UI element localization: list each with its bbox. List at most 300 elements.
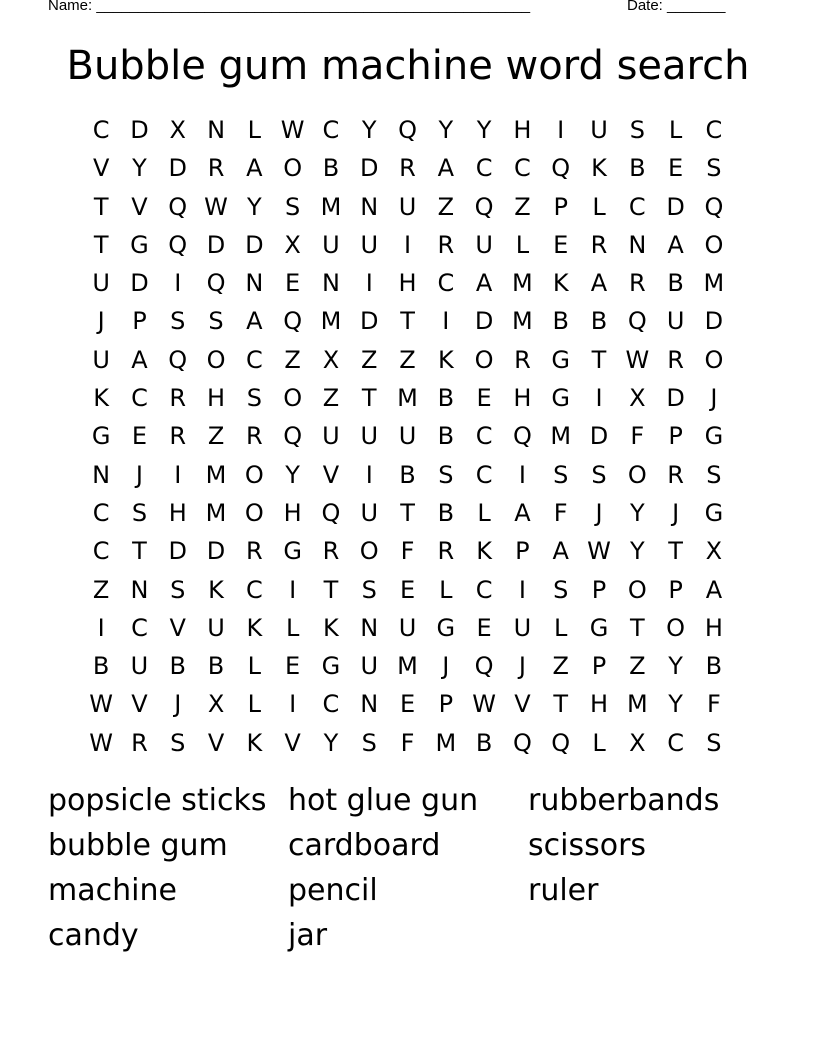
grid-letter: H <box>168 498 187 527</box>
grid-letter: Z <box>322 384 340 413</box>
grid-letter: D <box>206 230 226 259</box>
word-list-item: cardboard <box>288 828 441 863</box>
grid-letter: P <box>668 422 683 451</box>
grid-letter: G <box>551 345 571 374</box>
grid-letter: L <box>515 230 530 259</box>
grid-letter: X <box>705 537 723 566</box>
grid-letter: O <box>627 575 647 604</box>
grid-letter: Y <box>285 460 300 489</box>
grid-letter: H <box>283 498 302 527</box>
grid-letter: B <box>437 384 455 413</box>
grid-letter: M <box>205 460 227 489</box>
grid-letter: X <box>169 116 186 144</box>
grid-letter: K <box>552 269 569 298</box>
grid-letter: T <box>400 307 415 336</box>
grid-letter: L <box>247 116 262 144</box>
grid-letter: R <box>169 384 187 413</box>
grid-letter: N <box>207 116 226 144</box>
grid-letter: A <box>590 269 608 298</box>
word-list-item: ruler <box>528 873 599 908</box>
grid-letter: Y <box>668 690 683 719</box>
grid-letter: Z <box>552 652 569 681</box>
grid-letter: G <box>130 230 149 259</box>
grid-letter: Q <box>512 728 532 757</box>
grid-letter: W <box>472 690 496 719</box>
grid-letter: Q <box>474 652 494 681</box>
grid-letter: S <box>706 460 722 489</box>
grid-letter: A <box>475 269 493 298</box>
grid-letter: Z <box>514 192 531 221</box>
word-list-item: pencil <box>288 873 378 908</box>
grid-letter: C <box>437 269 455 298</box>
grid-letter: O <box>704 230 724 259</box>
grid-letter: F <box>400 537 415 566</box>
grid-letter: C <box>628 192 646 221</box>
grid-letter: B <box>207 652 225 681</box>
grid-letter: U <box>398 422 417 451</box>
grid-letter: C <box>92 537 110 566</box>
grid-letter: D <box>245 230 264 259</box>
grid-letter: C <box>475 575 493 604</box>
grid-letter: T <box>132 537 147 566</box>
grid-letter: O <box>244 460 264 489</box>
grid-letter: A <box>131 345 148 374</box>
grid-letter: S <box>208 307 224 336</box>
grid-letter: H <box>513 116 532 144</box>
grid-letter: C <box>475 460 493 489</box>
grid-letter: M <box>397 384 418 413</box>
grid-letter: U <box>92 269 110 298</box>
grid-letter: B <box>629 154 646 183</box>
grid-letter: D <box>359 154 379 183</box>
grid-letter: N <box>245 269 264 298</box>
grid-letter: N <box>360 690 379 719</box>
grid-letter: O <box>474 345 494 374</box>
word-list <box>48 778 768 958</box>
grid-letter: O <box>359 537 379 566</box>
grid-letter: D <box>130 269 149 298</box>
word-list-item: hot glue gun <box>288 783 479 818</box>
grid-letter: Q <box>321 498 341 527</box>
grid-letter: J <box>672 498 680 527</box>
grid-letter: N <box>130 575 149 604</box>
grid-letter: B <box>705 652 723 681</box>
grid-letter: R <box>667 345 684 374</box>
grid-letter: W <box>89 690 114 719</box>
grid-letter: I <box>97 613 105 642</box>
grid-letter: J <box>174 690 182 719</box>
grid-letter: O <box>627 460 647 489</box>
grid-letter: K <box>93 384 110 413</box>
date-field: Date: _______ <box>627 0 726 14</box>
grid-letter: D <box>130 116 149 144</box>
grid-letter: R <box>437 537 455 566</box>
grid-letter: G <box>436 613 456 642</box>
grid-letter: D <box>168 154 187 183</box>
grid-letter: Y <box>476 116 492 144</box>
grid-letter: S <box>438 460 454 489</box>
grid-letter: J <box>97 307 105 336</box>
grid-letter: R <box>245 537 263 566</box>
grid-letter: I <box>518 575 526 604</box>
grid-letter: R <box>667 460 684 489</box>
grid-letter: U <box>207 613 225 642</box>
word-list-item: machine <box>48 873 177 908</box>
grid-letter: Q <box>704 192 724 221</box>
grid-letter: A <box>705 575 723 604</box>
grid-letter: Q <box>512 422 532 451</box>
grid-letter: U <box>322 422 340 451</box>
grid-letter: X <box>284 230 301 259</box>
grid-letter: R <box>437 230 455 259</box>
grid-letter: S <box>629 116 645 144</box>
grid-letter: K <box>591 154 607 183</box>
grid-letter: C <box>322 116 340 144</box>
grid-letter: U <box>398 613 417 642</box>
grid-letter: L <box>554 613 568 642</box>
grid-letter: I <box>557 116 565 144</box>
grid-letter: K <box>323 613 339 642</box>
grid-letter: B <box>92 652 110 681</box>
grid-letter: A <box>552 537 569 566</box>
grid-letter: X <box>629 384 646 413</box>
grid-letter: S <box>131 498 148 527</box>
grid-letter: I <box>289 575 297 604</box>
grid-letter: N <box>321 269 340 298</box>
grid-letter: S <box>591 460 607 489</box>
grid-letter: S <box>285 192 301 221</box>
grid-letter: D <box>206 537 226 566</box>
grid-letter: T <box>553 690 569 719</box>
grid-letter: Q <box>627 307 647 336</box>
grid-letter: R <box>245 422 263 451</box>
grid-letter: C <box>131 384 148 413</box>
grid-letter: E <box>553 230 569 259</box>
grid-letter: U <box>360 498 379 527</box>
grid-letter: F <box>400 728 415 757</box>
grid-letter: C <box>131 613 148 642</box>
grid-letter: U <box>322 230 340 259</box>
grid-letter: R <box>207 154 225 183</box>
grid-letter: O <box>283 154 303 183</box>
grid-letter: P <box>515 537 530 566</box>
grid-letter: I <box>518 460 526 489</box>
grid-letter: K <box>246 728 263 757</box>
grid-letter: F <box>553 498 568 527</box>
word-list-item: bubble gum <box>48 828 228 863</box>
grid-letter: P <box>668 575 683 604</box>
grid-letter: R <box>131 728 148 757</box>
grid-letter: O <box>244 498 264 527</box>
grid-letter: M <box>703 269 725 298</box>
grid-letter: Z <box>629 652 646 681</box>
grid-letter: U <box>360 230 379 259</box>
grid-letter: F <box>630 422 645 451</box>
grid-letter: D <box>168 537 187 566</box>
grid-letter: Z <box>207 422 225 451</box>
grid-letter: G <box>589 613 609 642</box>
grid-letter: X <box>207 690 225 719</box>
grid-letter: D <box>474 307 494 336</box>
grid-letter: A <box>246 307 263 336</box>
grid-letter: Y <box>361 116 377 144</box>
grid-letter: R <box>322 537 340 566</box>
grid-letter: I <box>442 307 450 336</box>
grid-letter: A <box>437 154 455 183</box>
grid-letter: H <box>207 384 226 413</box>
grid-letter: D <box>666 192 685 221</box>
grid-letter: G <box>91 422 111 451</box>
grid-letter: L <box>285 613 300 642</box>
grid-letter: M <box>512 307 533 336</box>
grid-letter: T <box>323 575 339 604</box>
grid-letter: E <box>476 613 492 642</box>
grid-letter: I <box>289 690 297 719</box>
grid-letter: Y <box>668 652 683 681</box>
grid-letter: S <box>170 307 186 336</box>
grid-letter: V <box>284 728 301 757</box>
grid-letter: S <box>553 575 569 604</box>
grid-letter: Y <box>629 498 645 527</box>
grid-letter: U <box>92 345 110 374</box>
grid-letter: V <box>169 613 186 642</box>
grid-letter: T <box>591 345 607 374</box>
grid-letter: J <box>595 498 603 527</box>
grid-letter: I <box>365 460 373 489</box>
grid-letter: Q <box>283 422 303 451</box>
grid-letter: C <box>514 154 531 183</box>
grid-letter: R <box>399 154 416 183</box>
grid-letter: E <box>285 652 301 681</box>
grid-letter: H <box>704 613 723 642</box>
grid-letter: D <box>589 422 609 451</box>
grid-letter: U <box>360 652 379 681</box>
grid-letter: S <box>706 154 722 183</box>
grid-letter: B <box>399 460 416 489</box>
grid-letter: B <box>437 422 455 451</box>
grid-letter: M <box>626 690 648 719</box>
grid-letter: T <box>93 192 109 221</box>
grid-letter: H <box>398 269 417 298</box>
grid-letter: G <box>704 422 724 451</box>
grid-letter: I <box>365 269 373 298</box>
grid-letter: Q <box>551 154 571 183</box>
grid-letter: U <box>398 192 417 221</box>
grid-letter: U <box>666 307 685 336</box>
grid-letter: Y <box>247 192 262 221</box>
grid-letter: R <box>590 230 608 259</box>
grid-letter: E <box>399 690 416 719</box>
grid-letter: K <box>437 345 454 374</box>
grid-letter: Y <box>438 116 454 144</box>
grid-letter: C <box>92 116 110 144</box>
grid-letter: T <box>361 384 377 413</box>
grid-letter: L <box>247 652 262 681</box>
grid-letter: Z <box>437 192 455 221</box>
grid-letter: E <box>668 154 684 183</box>
grid-letter: U <box>513 613 532 642</box>
grid-letter: L <box>477 498 491 527</box>
grid-letter: S <box>170 728 186 757</box>
grid-letter: B <box>552 307 569 336</box>
grid-letter: P <box>591 652 607 681</box>
word-list-item: popsicle sticks <box>48 783 267 818</box>
grid-letter: P <box>438 690 454 719</box>
grid-letter: Z <box>92 575 110 604</box>
grid-letter: D <box>666 384 685 413</box>
grid-letter: T <box>400 498 415 527</box>
grid-letter: L <box>592 728 606 757</box>
grid-letter: Y <box>132 154 147 183</box>
grid-letter: O <box>704 345 724 374</box>
grid-letter: X <box>322 345 340 374</box>
grid-letter: N <box>360 192 379 221</box>
grid-letter: K <box>246 613 263 642</box>
grid-letter: Q <box>168 230 188 259</box>
grid-letter: K <box>476 537 492 566</box>
grid-letter: S <box>246 384 262 413</box>
grid-letter: I <box>403 230 412 259</box>
grid-letter: L <box>592 192 606 221</box>
grid-letter: N <box>628 230 647 259</box>
grid-letter: H <box>589 690 609 719</box>
grid-letter: W <box>204 192 228 221</box>
grid-letter: I <box>174 269 182 298</box>
grid-letter: W <box>587 537 611 566</box>
grid-letter: L <box>247 690 262 719</box>
word-list-item: jar <box>288 918 328 953</box>
grid-letter: C <box>667 728 684 757</box>
grid-letter: M <box>397 652 418 681</box>
letter-grid <box>82 111 733 762</box>
grid-letter: Q <box>551 728 571 757</box>
grid-letter: J <box>710 384 718 413</box>
grid-letter: B <box>667 269 684 298</box>
grid-letter: M <box>435 728 457 757</box>
grid-letter: S <box>170 575 186 604</box>
grid-letter: G <box>321 652 341 681</box>
grid-letter: V <box>207 728 225 757</box>
grid-letter: S <box>553 460 569 489</box>
grid-letter: S <box>706 728 722 757</box>
page-title: Bubble gum machine word search <box>66 43 750 89</box>
grid-letter: O <box>206 345 226 374</box>
grid-letter: E <box>476 384 492 413</box>
grid-letter: W <box>280 116 305 144</box>
grid-letter: V <box>131 192 148 221</box>
grid-letter: I <box>595 384 603 413</box>
grid-letter: V <box>514 690 531 719</box>
grid-letter: C <box>705 116 723 144</box>
grid-letter: C <box>322 690 340 719</box>
grid-letter: J <box>135 460 143 489</box>
grid-letter: B <box>590 307 608 336</box>
grid-letter: C <box>245 345 263 374</box>
grid-letter: R <box>169 422 187 451</box>
grid-letter: E <box>399 575 416 604</box>
grid-letter: J <box>442 652 450 681</box>
grid-letter: G <box>704 498 724 527</box>
grid-letter: V <box>92 154 110 183</box>
grid-letter: B <box>437 498 455 527</box>
grid-letter: X <box>629 728 646 757</box>
grid-letter: O <box>283 384 303 413</box>
grid-letter: B <box>169 652 186 681</box>
grid-letter: D <box>359 307 379 336</box>
grid-letter: Y <box>323 728 339 757</box>
grid-letter: M <box>550 422 572 451</box>
grid-letter: U <box>130 652 149 681</box>
grid-letter: H <box>513 384 532 413</box>
grid-letter: U <box>475 230 493 259</box>
grid-letter: N <box>92 460 111 489</box>
grid-letter: E <box>131 422 148 451</box>
grid-letter: A <box>246 154 263 183</box>
grid-letter: V <box>131 690 148 719</box>
grid-letter: G <box>551 384 571 413</box>
grid-letter: S <box>361 575 377 604</box>
grid-letter: A <box>667 230 684 259</box>
grid-letter: C <box>475 422 493 451</box>
grid-letter: M <box>205 498 227 527</box>
grid-letter: T <box>668 537 683 566</box>
grid-letter: I <box>174 460 182 489</box>
grid-letter: Z <box>284 345 301 374</box>
grid-letter: U <box>590 116 608 144</box>
grid-letter: B <box>475 728 493 757</box>
grid-letter: P <box>553 192 568 221</box>
grid-letter: W <box>625 345 650 374</box>
grid-letter: Q <box>168 345 188 374</box>
grid-letter: Q <box>168 192 188 221</box>
grid-letter: O <box>666 613 686 642</box>
grid-letter: P <box>591 575 607 604</box>
grid-letter: U <box>360 422 379 451</box>
grid-letter: W <box>89 728 114 757</box>
grid-letter: Q <box>398 116 417 144</box>
grid-letter: Y <box>629 537 645 566</box>
grid-letter: Q <box>206 269 226 298</box>
grid-letter: A <box>514 498 531 527</box>
grid-letter: T <box>93 230 109 259</box>
grid-letter: C <box>475 154 493 183</box>
name-field: Name: ____________________________________________________ <box>48 0 531 14</box>
grid-letter: F <box>706 690 721 719</box>
grid-letter: R <box>628 269 646 298</box>
grid-letter: R <box>514 345 531 374</box>
grid-letter: J <box>518 652 526 681</box>
grid-letter: Q <box>474 192 494 221</box>
grid-letter: G <box>283 537 302 566</box>
grid-letter: C <box>245 575 263 604</box>
grid-letter: C <box>92 498 110 527</box>
grid-letter: M <box>512 269 533 298</box>
grid-letter: N <box>360 613 379 642</box>
grid-letter: L <box>668 116 683 144</box>
grid-letter: L <box>439 575 453 604</box>
grid-letter: D <box>704 307 724 336</box>
grid-letter: Z <box>399 345 416 374</box>
grid-letter: T <box>629 613 645 642</box>
grid-letter: E <box>285 269 301 298</box>
grid-letter: M <box>320 307 342 336</box>
word-list-item: candy <box>48 918 139 953</box>
grid-letter: K <box>208 575 224 604</box>
grid-letter: B <box>322 154 340 183</box>
word-list-item: scissors <box>528 828 647 863</box>
grid-letter: M <box>320 192 342 221</box>
grid-letter: S <box>361 728 377 757</box>
